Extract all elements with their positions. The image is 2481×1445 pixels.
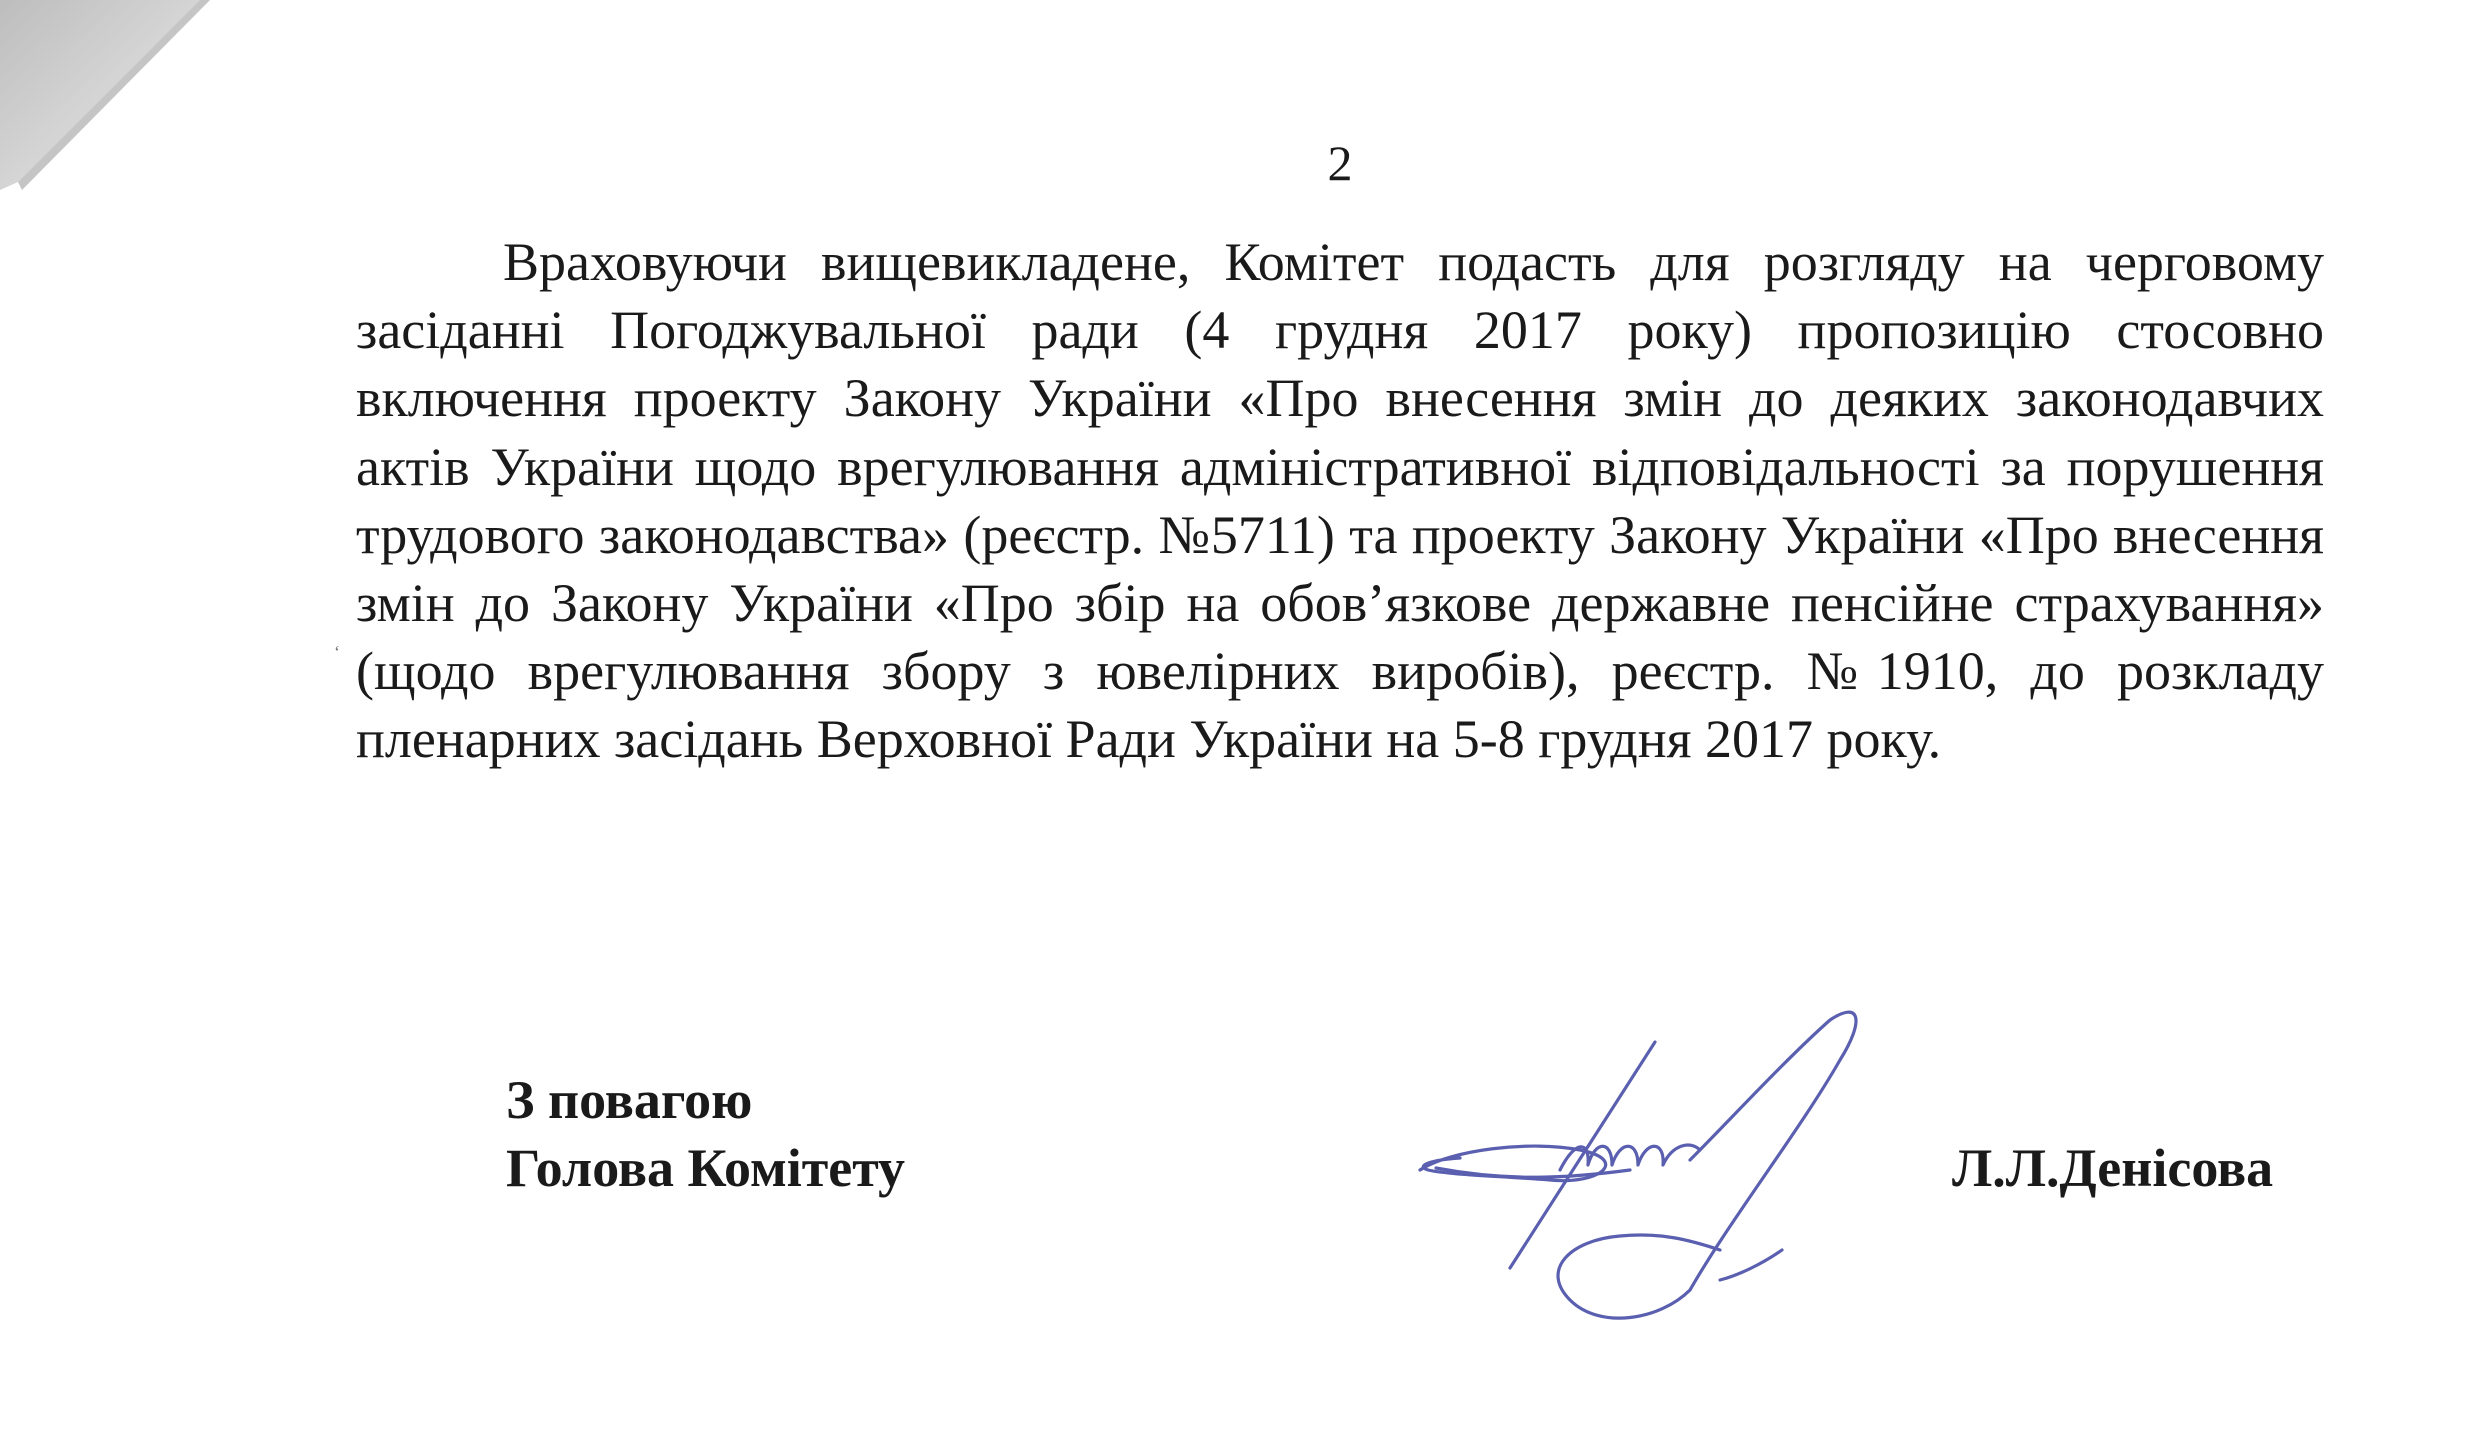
page-number: 2 [1327, 135, 1353, 191]
handwritten-signature [1390, 1000, 1980, 1340]
closing-block [506, 1066, 905, 1202]
scan-speck: ‘ [334, 642, 340, 662]
folded-corner-shadow [0, 0, 210, 200]
closing-salutation: З повагою [506, 1070, 753, 1130]
closing-position: Голова Комітету [506, 1138, 906, 1198]
signer-name: Л.Л.Денісова [1952, 1138, 2274, 1198]
body-paragraph: Враховуючи вищевикладене, Комітет подасть для розгляду на черговому засіданні Погоджувальної ради (4 грудня 2017 року) пропозицію стосовно включення проекту Закону України «Про внесення змін до деяких законодавчих актів України щодо врегулювання адміністративної відповідальності за порушення трудового законодавства» (реєстр. №5711) та проекту Закону України «Про внесення змін до Закону України «Про збір на обов’язкове державне пенсійне страхування» (щодо врегулювання збору з ювелірних виробів), реєстр. №1910, до розкладу пленарних засідань Верховної Ради України на 5-8 грудня 2017 року. [356, 232, 2324, 770]
